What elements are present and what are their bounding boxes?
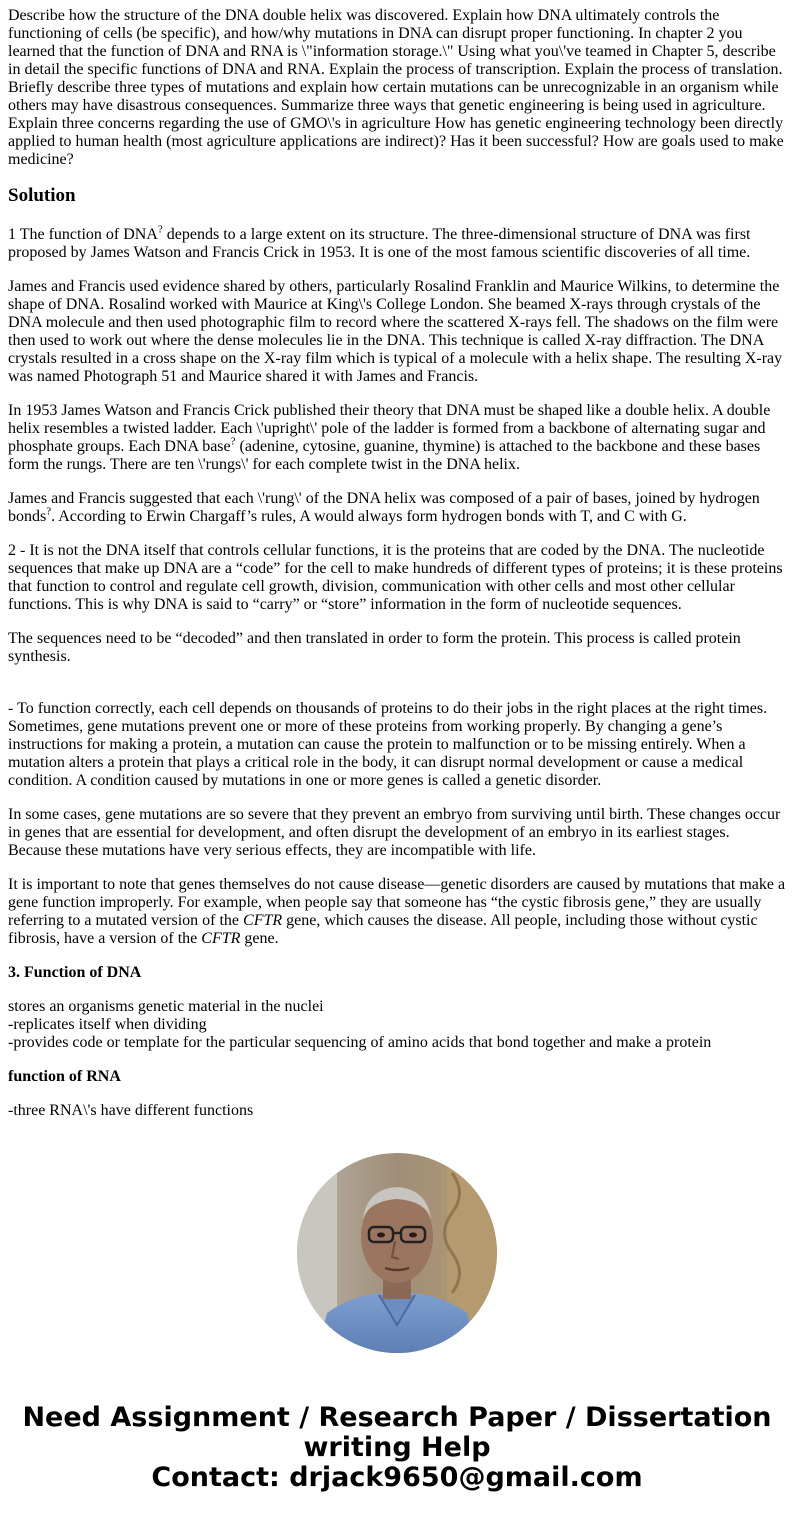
footnote-mark: ? xyxy=(230,435,236,448)
p1-text-b: depends to a large extent on its structure. The three-dimensional structure of DNA was first proposed by James Watson and Francis Crick in 1953. It is one of the most famous scientific discoveries of all time. xyxy=(8,226,751,261)
answer-paragraph-1 xyxy=(8,223,786,262)
p3-text-b: (adenine, cytosine, guanine, thymine) is attached to the backbone and these bases form the rungs. There are ten \'rungs\' for each complete twist in the DNA helix. xyxy=(8,438,761,473)
promo-footer xyxy=(0,1403,794,1493)
answer-paragraph-3 xyxy=(8,402,786,474)
answer-paragraph-2: James and Francis used evidence shared by others, particularly Rosalind Franklin and Maurice Wilkins, to determine the shape of DNA. Rosalind worked with Maurice at King\'s College London. She beamed X-rays through crystals of the DNA molecule and then used photographic film to record where the scattered X-rays fell. The shadows on the film were then used to work out where the dense molecules lie in the DNA. This technique is called X-ray diffraction. The DNA crystals resulted in a cross shape on the X-ray film which is typical of a molecule with a helix shape. The resulting X-ray was named Photograph 51 and Maurice shared it with James and Francis. xyxy=(8,278,783,385)
promo-line-1: Need Assignment / Research Paper / Dissertation xyxy=(22,1402,772,1433)
gene-name: CFTR xyxy=(243,912,283,929)
blank-line xyxy=(8,682,786,700)
dna-function-list xyxy=(8,998,786,1052)
answer-content xyxy=(8,7,786,1123)
answer-paragraph-6: The sequences need to be “decoded” and then translated in order to form the protein. This process is called protein synthesis. xyxy=(8,630,741,665)
author-photo xyxy=(297,1153,497,1353)
p9-text-c: gene. xyxy=(240,930,279,947)
p1-text-a: 1 The function of DNA xyxy=(8,226,158,243)
dna-function-item: stores an organisms genetic material in the nuclei xyxy=(8,998,324,1015)
footnote-mark: ? xyxy=(46,505,52,518)
answer-paragraph-5: 2 - It is not the DNA itself that controls cellular functions, it is the proteins that are coded by the DNA. The nucleotide sequences that make up DNA are a “code” for the cell to make hundreds of different types of proteins; it is these proteins that function to control and regulate cell growth, division, communication with other cells and most other cellular functions. This is why DNA is said to “carry” or “store” information in the form of nucleotide sequences. xyxy=(8,542,783,613)
dna-function-item: -replicates itself when dividing xyxy=(8,1016,207,1033)
dna-function-item: -provides code or template for the particular sequencing of amino acids that bond together and make a protein xyxy=(8,1034,712,1051)
dna-function-heading: 3. Function of DNA xyxy=(8,964,142,981)
answer-paragraph-7: - To function correctly, each cell depends on thousands of proteins to do their jobs in the right places at the right times. Sometimes, gene mutations prevent one or more of these proteins from working properly. By changing a gene’s instructions for making a protein, a mutation can cause the protein to malfunction or to be missing entirely. When a mutation alters a protein that plays a critical role in the body, it can disrupt normal development or cause a medical condition. A condition caused by mutations in one or more genes is called a genetic disorder. xyxy=(8,700,768,789)
rna-function-text: -three RNA\'s have different functions xyxy=(8,1102,254,1119)
p4-text-a: James and Francis suggested that each \'rung\' of the DNA helix was composed of a pair of bases, joined by hydrogen bonds xyxy=(8,490,760,525)
rna-function-heading: function of RNA xyxy=(8,1068,121,1085)
p9-text-b: gene, which causes the disease. All people, including those without cystic fibrosis, have a version of the xyxy=(8,912,758,947)
answer-paragraph-9 xyxy=(8,876,786,948)
promo-line-2: writing Help xyxy=(303,1432,491,1463)
answer-paragraph-4 xyxy=(8,490,786,526)
footnote-mark: ? xyxy=(157,223,163,236)
question-text: Describe how the structure of the DNA double helix was discovered. Explain how DNA ultimately controls the functioning of cells (be specific), and how/why mutations in DNA can disrupt proper functioning. In chapter 2 you learned that the function of DNA and RNA is \"information storage.\" Using what you\'ve teamed in Chapter 5, describe in detail the specific functions of DNA and RNA. Explain the process of transcription. Explain the process of translation. Briefly describe three types of mutations and explain how certain mutations can be unrecognizable in an organism while others may have disastrous consequences. Summarize three ways that genetic engineering is being used in agriculture. Explain three concerns regarding the use of GMO\'s in agriculture How has genetic engineering technology been directly applied to human health (most agriculture applications are indirect)? Has it been successful? How are goals used to make medicine? xyxy=(8,7,784,168)
p3-text-a: In 1953 James Watson and Francis Crick published their theory that DNA must be shaped like a double helix. A double helix resembles a twisted ladder. Each \'upright\' pole of the ladder is formed from a backbone of alternating sugar and phosphate groups. Each DNA base xyxy=(8,402,771,455)
author-portrait-image xyxy=(297,1153,497,1353)
p4-text-b: . According to Erwin Chargaff’s rules, A would always form hydrogen bonds with T, and C with G. xyxy=(51,508,687,525)
promo-contact: Contact: drjack9650@gmail.com xyxy=(151,1462,643,1493)
gene-name: CFTR xyxy=(201,930,241,947)
solution-heading: Solution xyxy=(8,185,76,206)
p9-text-a: It is important to note that genes themselves do not cause disease—genetic disorders are caused by mutations that make a gene function improperly. For example, when people say that someone has “the cystic fibrosis gene,” they are usually referring to a mutated version of the xyxy=(8,876,786,929)
answer-paragraph-8: In some cases, gene mutations are so severe that they prevent an embryo from surviving until birth. These changes occur in genes that are essential for development, and often disrupt the development of an embryo in its earliest stages. Because these mutations have very serious effects, they are incompatible with life. xyxy=(8,806,781,859)
